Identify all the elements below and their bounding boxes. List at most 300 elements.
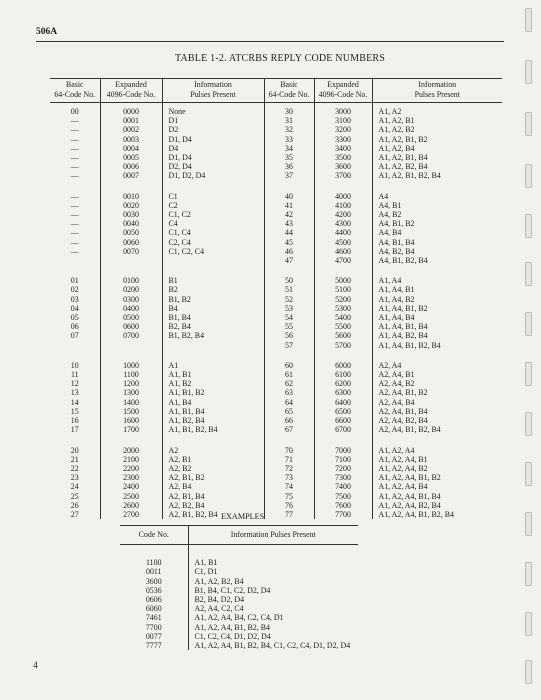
expanded-code-cell: 5700 — [314, 341, 372, 350]
expanded-code-cell: 0700 — [100, 331, 162, 340]
basic-code-cell: 21 — [50, 455, 100, 464]
information-pulses-cell: C1, C2, C4 — [162, 247, 264, 256]
information-pulses-cell: A1, A2, A4, B2, B4 — [378, 500, 441, 510]
information-pulses-cell: B1, B2 — [162, 295, 264, 304]
expanded-code-cell: 0100 — [100, 276, 162, 285]
table-row — [50, 416, 502, 425]
expanded-code-cell: 4300 — [314, 219, 372, 228]
table-title: TABLE 1-2. ATCRBS REPLY CODE NUMBERS — [175, 53, 386, 64]
basic-code-cell: 50 — [264, 276, 314, 285]
basic-code-cell: 61 — [264, 370, 314, 379]
basic-code-cell: 03 — [50, 295, 100, 304]
expanded-code-cell: 0004 — [100, 144, 162, 153]
examples-title: EXAMPLES — [221, 512, 265, 521]
example-code-cell: 0606 — [120, 595, 188, 604]
table-row — [50, 464, 502, 473]
example-row — [120, 595, 358, 604]
binding-mark — [525, 612, 532, 636]
basic-code-cell: 75 — [264, 492, 314, 501]
example-pulses-cell: B1, B4, C1, C2, D2, D4 — [194, 585, 271, 595]
expanded-code-cell: 0600 — [100, 322, 162, 331]
expanded-code-cell: 2200 — [100, 464, 162, 473]
basic-code-cell: 26 — [50, 501, 100, 510]
basic-code-cell: 76 — [264, 501, 314, 510]
expanded-code-cell: 0002 — [100, 125, 162, 134]
table-row — [50, 446, 502, 455]
information-pulses-cell: A2, A4, B1 — [378, 370, 415, 380]
group-spacer — [50, 350, 502, 361]
information-pulses-cell: A4 — [378, 191, 389, 201]
example-row — [120, 577, 358, 586]
header-expanded-code: Expanded 4096-Code No. — [100, 79, 162, 103]
table-row — [50, 256, 502, 265]
table-row — [50, 153, 502, 162]
expanded-code-cell: 5600 — [314, 331, 372, 340]
expanded-code-cell: 0007 — [100, 171, 162, 180]
information-pulses-cell: A1, A2, B2 — [378, 125, 415, 135]
information-pulses-cell: A2, B1, B2 — [162, 473, 264, 482]
basic-code-cell: — — [50, 201, 100, 210]
example-pulses-cell: A1, A2, A4, B1, B2, B4 — [194, 622, 270, 632]
page-number: 4 — [33, 661, 38, 671]
group-spacer — [50, 435, 502, 446]
basic-code-cell: 41 — [264, 201, 314, 210]
information-pulses-cell: A2, A4, B2, B4 — [378, 416, 428, 426]
table-row — [50, 276, 502, 285]
basic-code-cell: 52 — [264, 295, 314, 304]
example-pulses-cell: C1, C2, C4, D1, D2, D4 — [194, 631, 271, 641]
expanded-code-cell: 1600 — [100, 416, 162, 425]
table-row — [50, 228, 502, 237]
example-row — [120, 604, 358, 613]
page-id: 506A — [36, 27, 58, 37]
information-pulses-cell: A1, A4, B1, B2, B4 — [378, 340, 441, 350]
information-pulses-cell: A1, A2, A4, B2 — [378, 463, 428, 473]
expanded-code-cell: 4600 — [314, 247, 372, 256]
expanded-code-cell: 0030 — [100, 210, 162, 219]
basic-code-cell: 71 — [264, 455, 314, 464]
basic-code-cell: 23 — [50, 473, 100, 482]
example-row — [120, 623, 358, 632]
reply-code-table — [50, 78, 502, 519]
basic-code-cell: 35 — [264, 153, 314, 162]
information-pulses-cell: A1, A2, A4 — [378, 445, 415, 455]
expanded-code-cell: 0020 — [100, 201, 162, 210]
information-pulses-cell: A2, A4, B1, B2, B4 — [378, 425, 441, 435]
example-pulses-cell: C1, D1 — [194, 567, 218, 577]
binding-mark — [525, 262, 532, 286]
basic-code-cell: 42 — [264, 210, 314, 219]
table-row — [50, 361, 502, 370]
basic-code-cell: 40 — [264, 192, 314, 201]
basic-code-cell: — — [50, 219, 100, 228]
table-row — [50, 219, 502, 228]
expanded-code-cell: 1100 — [100, 370, 162, 379]
example-code-cell: 0077 — [120, 632, 188, 641]
table-row — [50, 162, 502, 171]
expanded-code-cell: 6700 — [314, 425, 372, 434]
group-spacer — [50, 265, 502, 276]
table-row — [50, 304, 502, 313]
basic-code-cell: 24 — [50, 482, 100, 491]
information-pulses-cell: A1, A2, B1, B2, B4 — [378, 171, 441, 181]
expanded-code-cell: 6400 — [314, 398, 372, 407]
information-pulses-cell: None — [162, 103, 264, 117]
table-row — [50, 482, 502, 491]
expanded-code-cell: 6600 — [314, 416, 372, 425]
table-row — [50, 247, 502, 256]
basic-code-cell: 70 — [264, 446, 314, 455]
expanded-code-cell: 4100 — [314, 201, 372, 210]
expanded-code-cell: 6300 — [314, 388, 372, 397]
basic-code-cell: 06 — [50, 322, 100, 331]
basic-code-cell: — — [50, 162, 100, 171]
expanded-code-cell — [100, 256, 162, 265]
expanded-code-cell: 7300 — [314, 473, 372, 482]
expanded-code-cell: 7700 — [314, 510, 372, 519]
basic-code-cell: 30 — [264, 103, 314, 117]
binding-mark — [525, 112, 532, 136]
table-row — [50, 388, 502, 397]
expanded-code-cell: 4400 — [314, 228, 372, 237]
table-row — [50, 135, 502, 144]
information-pulses-cell: A1, A2, B1, B4 — [378, 153, 428, 163]
expanded-code-cell: 2000 — [100, 446, 162, 455]
expanded-code-cell: 0400 — [100, 304, 162, 313]
information-pulses-cell: A1 — [162, 361, 264, 370]
information-pulses-cell: D2, D4 — [162, 162, 264, 171]
expanded-code-cell: 6500 — [314, 407, 372, 416]
table-row — [50, 313, 502, 322]
information-pulses-cell: A1, A2, B2, B4 — [378, 162, 428, 172]
basic-code-cell: — — [50, 135, 100, 144]
expanded-code-cell: 7000 — [314, 446, 372, 455]
expanded-code-cell: 3400 — [314, 144, 372, 153]
information-pulses-cell: A4, B1, B4 — [378, 237, 415, 247]
basic-code-cell: 55 — [264, 322, 314, 331]
basic-code-cell: 45 — [264, 238, 314, 247]
information-pulses-cell: D4 — [162, 144, 264, 153]
basic-code-cell: 25 — [50, 492, 100, 501]
expanded-code-cell: 6000 — [314, 361, 372, 370]
information-pulses-cell: B2, B4 — [162, 322, 264, 331]
binding-mark — [525, 164, 532, 188]
expanded-code-cell: 1300 — [100, 388, 162, 397]
table-row — [50, 116, 502, 125]
expanded-code-cell: 3000 — [314, 103, 372, 117]
information-pulses-cell: A2, B4 — [162, 482, 264, 491]
information-pulses-cell: A1, A4, B2 — [378, 294, 415, 304]
table-row — [50, 407, 502, 416]
expanded-code-cell: 3100 — [314, 116, 372, 125]
information-pulses-cell: A4, B1, B2 — [378, 219, 415, 229]
example-code-cell: 7461 — [120, 613, 188, 622]
table-row — [50, 510, 502, 519]
table-row — [50, 322, 502, 331]
header-information-pulses: Information Pulses Present — [162, 79, 264, 103]
information-pulses-cell: C4 — [162, 219, 264, 228]
expanded-code-cell: 6200 — [314, 379, 372, 388]
example-row — [120, 545, 358, 568]
information-pulses-cell: A1, B2, B4 — [162, 416, 264, 425]
expanded-code-cell: 2300 — [100, 473, 162, 482]
binding-mark — [525, 462, 532, 486]
basic-code-cell: 13 — [50, 388, 100, 397]
header-basic-code: Basic 64-Code No. — [264, 79, 314, 103]
basic-code-cell: — — [50, 125, 100, 134]
information-pulses-cell: A2, B1, B2, B4 — [162, 510, 264, 519]
basic-code-cell: 51 — [264, 285, 314, 294]
header-expanded-code: Expanded 4096-Code No. — [314, 79, 372, 103]
information-pulses-cell: A1, A4, B1, B2 — [378, 303, 428, 313]
information-pulses-cell: A1, B2 — [162, 379, 264, 388]
expanded-code-cell: 5200 — [314, 295, 372, 304]
binding-mark — [525, 214, 532, 238]
group-spacer — [50, 181, 502, 192]
information-pulses-cell: A1, A4, B1, B4 — [378, 322, 428, 332]
expanded-code-cell: 5000 — [314, 276, 372, 285]
basic-code-cell: 14 — [50, 398, 100, 407]
expanded-code-cell: 3200 — [314, 125, 372, 134]
examples-header-code: Code No. — [120, 526, 188, 545]
basic-code-cell: 12 — [50, 379, 100, 388]
basic-code-cell: 36 — [264, 162, 314, 171]
basic-code-cell: 60 — [264, 361, 314, 370]
expanded-code-cell: 0040 — [100, 219, 162, 228]
information-pulses-cell: A2, A4 — [378, 360, 402, 370]
example-pulses-cell: A1, B1 — [194, 558, 218, 568]
expanded-code-cell: 1700 — [100, 425, 162, 434]
information-pulses-cell: B1 — [162, 276, 264, 285]
header-basic-code: Basic 64-Code No. — [50, 79, 100, 103]
expanded-code-cell: 0060 — [100, 238, 162, 247]
table-row — [50, 285, 502, 294]
expanded-code-cell: 7200 — [314, 464, 372, 473]
example-pulses-cell: A1, A2, B2, B4 — [194, 576, 244, 586]
information-pulses-cell: A1, A2, B1 — [378, 116, 415, 126]
expanded-code-cell: 7400 — [314, 482, 372, 491]
basic-code-cell: 64 — [264, 398, 314, 407]
expanded-code-cell: 5500 — [314, 322, 372, 331]
expanded-code-cell: 7600 — [314, 501, 372, 510]
basic-code-cell: 01 — [50, 276, 100, 285]
information-pulses-cell: A4, B4 — [378, 228, 402, 238]
table-header-row — [50, 79, 502, 103]
information-pulses-cell: A2, A4, B1, B2 — [378, 388, 428, 398]
information-pulses-cell: A1, A2, A4, B1 — [378, 454, 428, 464]
table-row — [50, 331, 502, 340]
information-pulses-cell: C1, C2 — [162, 210, 264, 219]
basic-code-cell: 65 — [264, 407, 314, 416]
expanded-code-cell: 2400 — [100, 482, 162, 491]
information-pulses-cell: A1, A2, A4, B1, B2, B4 — [378, 509, 454, 519]
binding-mark — [525, 562, 532, 586]
expanded-code-cell: 7500 — [314, 492, 372, 501]
basic-code-cell: 77 — [264, 510, 314, 519]
expanded-code-cell: 3300 — [314, 135, 372, 144]
basic-code-cell: 15 — [50, 407, 100, 416]
table-row — [50, 341, 502, 350]
binding-mark — [525, 412, 532, 436]
basic-code-cell: 53 — [264, 304, 314, 313]
expanded-code-cell: 2600 — [100, 501, 162, 510]
basic-code-cell: 10 — [50, 361, 100, 370]
basic-code-cell: 54 — [264, 313, 314, 322]
example-row — [120, 586, 358, 595]
basic-code-cell: 32 — [264, 125, 314, 134]
information-pulses-cell: A1, A2, A4, B1, B2 — [378, 473, 441, 483]
expanded-code-cell: 3500 — [314, 153, 372, 162]
example-code-cell: 0011 — [120, 567, 188, 576]
example-row — [120, 613, 358, 622]
binding-mark — [525, 8, 532, 32]
basic-code-cell: — — [50, 153, 100, 162]
example-pulses-cell: B2, B4, D2, D4 — [194, 595, 245, 605]
basic-code-cell: 43 — [264, 219, 314, 228]
example-code-cell: 3600 — [120, 577, 188, 586]
basic-code-cell: — — [50, 192, 100, 201]
information-pulses-cell: A2, B2 — [162, 464, 264, 473]
expanded-code-cell: 0300 — [100, 295, 162, 304]
information-pulses-cell: A1, B1, B4 — [162, 407, 264, 416]
table-row — [50, 171, 502, 180]
expanded-code-cell: 0001 — [100, 116, 162, 125]
table-row — [50, 398, 502, 407]
information-pulses-cell: A1, A4 — [378, 276, 402, 286]
expanded-code-cell: 5100 — [314, 285, 372, 294]
basic-code-cell: — — [50, 247, 100, 256]
basic-code-cell: 27 — [50, 510, 100, 519]
basic-code-cell: 17 — [50, 425, 100, 434]
information-pulses-cell: A4, B2, B4 — [378, 246, 415, 256]
example-pulses-cell: A2, A4, C2, C4 — [194, 604, 244, 614]
information-pulses-cell: A1, A2, B4 — [378, 143, 415, 153]
binding-mark — [525, 512, 532, 536]
basic-code-cell: 07 — [50, 331, 100, 340]
binding-mark — [525, 60, 532, 84]
information-pulses-cell: A4, B1 — [378, 200, 402, 210]
example-row — [120, 632, 358, 641]
information-pulses-cell: A1, A4, B4 — [378, 313, 415, 323]
basic-code-cell: — — [50, 210, 100, 219]
table-row — [50, 201, 502, 210]
examples-table — [120, 525, 358, 650]
information-pulses-cell: B2 — [162, 285, 264, 294]
information-pulses-cell: B4 — [162, 304, 264, 313]
expanded-code-cell: 1000 — [100, 361, 162, 370]
information-pulses-cell: C2 — [162, 201, 264, 210]
expanded-code-cell: 3700 — [314, 171, 372, 180]
information-pulses-cell — [162, 341, 264, 350]
basic-code-cell: 67 — [264, 425, 314, 434]
expanded-code-cell: 0050 — [100, 228, 162, 237]
basic-code-cell: 46 — [264, 247, 314, 256]
expanded-code-cell: 1200 — [100, 379, 162, 388]
basic-code-cell: 37 — [264, 171, 314, 180]
information-pulses-cell: A1, A2 — [378, 107, 402, 116]
information-pulses-cell: A1, B1, B2 — [162, 388, 264, 397]
information-pulses-cell: A2, A4, B4 — [378, 397, 415, 407]
table-row — [50, 295, 502, 304]
table-row — [50, 192, 502, 201]
expanded-code-cell: 2500 — [100, 492, 162, 501]
information-pulses-cell: D1, D2, D4 — [162, 171, 264, 180]
binding-mark — [525, 312, 532, 336]
information-pulses-cell: A2, A4, B1, B4 — [378, 406, 428, 416]
expanded-code-cell: 5300 — [314, 304, 372, 313]
information-pulses-cell: A1, A2, A4, B4 — [378, 482, 428, 492]
information-pulses-cell: A1, A2, A4, B1, B4 — [378, 491, 441, 501]
basic-code-cell: 57 — [264, 341, 314, 350]
expanded-code-cell: 2700 — [100, 510, 162, 519]
table-row — [50, 492, 502, 501]
example-code-cell: 0536 — [120, 586, 188, 595]
expanded-code-cell: 0005 — [100, 153, 162, 162]
basic-code-cell: 11 — [50, 370, 100, 379]
information-pulses-cell: D1, D4 — [162, 153, 264, 162]
information-pulses-cell: A4, B1, B2, B4 — [378, 256, 428, 266]
information-pulses-cell: D1 — [162, 116, 264, 125]
basic-code-cell: — — [50, 171, 100, 180]
expanded-code-cell: 1400 — [100, 398, 162, 407]
information-pulses-cell: A2, A4, B2 — [378, 379, 415, 389]
basic-code-cell: 05 — [50, 313, 100, 322]
expanded-code-cell: 0200 — [100, 285, 162, 294]
basic-code-cell: — — [50, 116, 100, 125]
expanded-code-cell: 4500 — [314, 238, 372, 247]
example-code-cell: 7777 — [120, 641, 188, 650]
example-row — [120, 567, 358, 576]
information-pulses-cell: A4, B2 — [378, 210, 402, 220]
expanded-code-cell: 5400 — [314, 313, 372, 322]
information-pulses-cell: D1, D4 — [162, 135, 264, 144]
information-pulses-cell: B1, B2, B4 — [162, 331, 264, 340]
table-row — [50, 501, 502, 510]
basic-code-cell: 47 — [264, 256, 314, 265]
basic-code-cell: — — [50, 228, 100, 237]
expanded-code-cell: 4200 — [314, 210, 372, 219]
expanded-code-cell: 3600 — [314, 162, 372, 171]
information-pulses-cell: A1, B1 — [162, 370, 264, 379]
basic-code-cell: 56 — [264, 331, 314, 340]
information-pulses-cell — [162, 256, 264, 265]
basic-code-cell: 22 — [50, 464, 100, 473]
expanded-code-cell: 0000 — [100, 103, 162, 117]
table-row — [50, 238, 502, 247]
basic-code-cell: 66 — [264, 416, 314, 425]
basic-code-cell: 16 — [50, 416, 100, 425]
information-pulses-cell: A1, A4, B1 — [378, 285, 415, 295]
expanded-code-cell — [100, 341, 162, 350]
expanded-code-cell: 1500 — [100, 407, 162, 416]
information-pulses-cell: C1 — [162, 192, 264, 201]
table-row — [50, 473, 502, 482]
information-pulses-cell: D2 — [162, 125, 264, 134]
information-pulses-cell: A1, B1, B2, B4 — [162, 425, 264, 434]
expanded-code-cell: 0500 — [100, 313, 162, 322]
example-pulses-cell: A1, A2, A4, B4, C2, C4, D1 — [194, 613, 284, 623]
basic-code-cell: 00 — [50, 103, 100, 117]
information-pulses-cell: A2, B1, B4 — [162, 492, 264, 501]
expanded-code-cell: 0003 — [100, 135, 162, 144]
example-pulses-cell: A1, A2, A4, B1, B2, B4, C1, C2, C4, D1, D2, D4 — [194, 641, 351, 651]
table-row — [50, 370, 502, 379]
basic-code-cell: 72 — [264, 464, 314, 473]
expanded-code-cell: 4700 — [314, 256, 372, 265]
expanded-code-cell: 4000 — [314, 192, 372, 201]
information-pulses-cell: A1, A4, B2, B4 — [378, 331, 428, 341]
basic-code-cell: 73 — [264, 473, 314, 482]
